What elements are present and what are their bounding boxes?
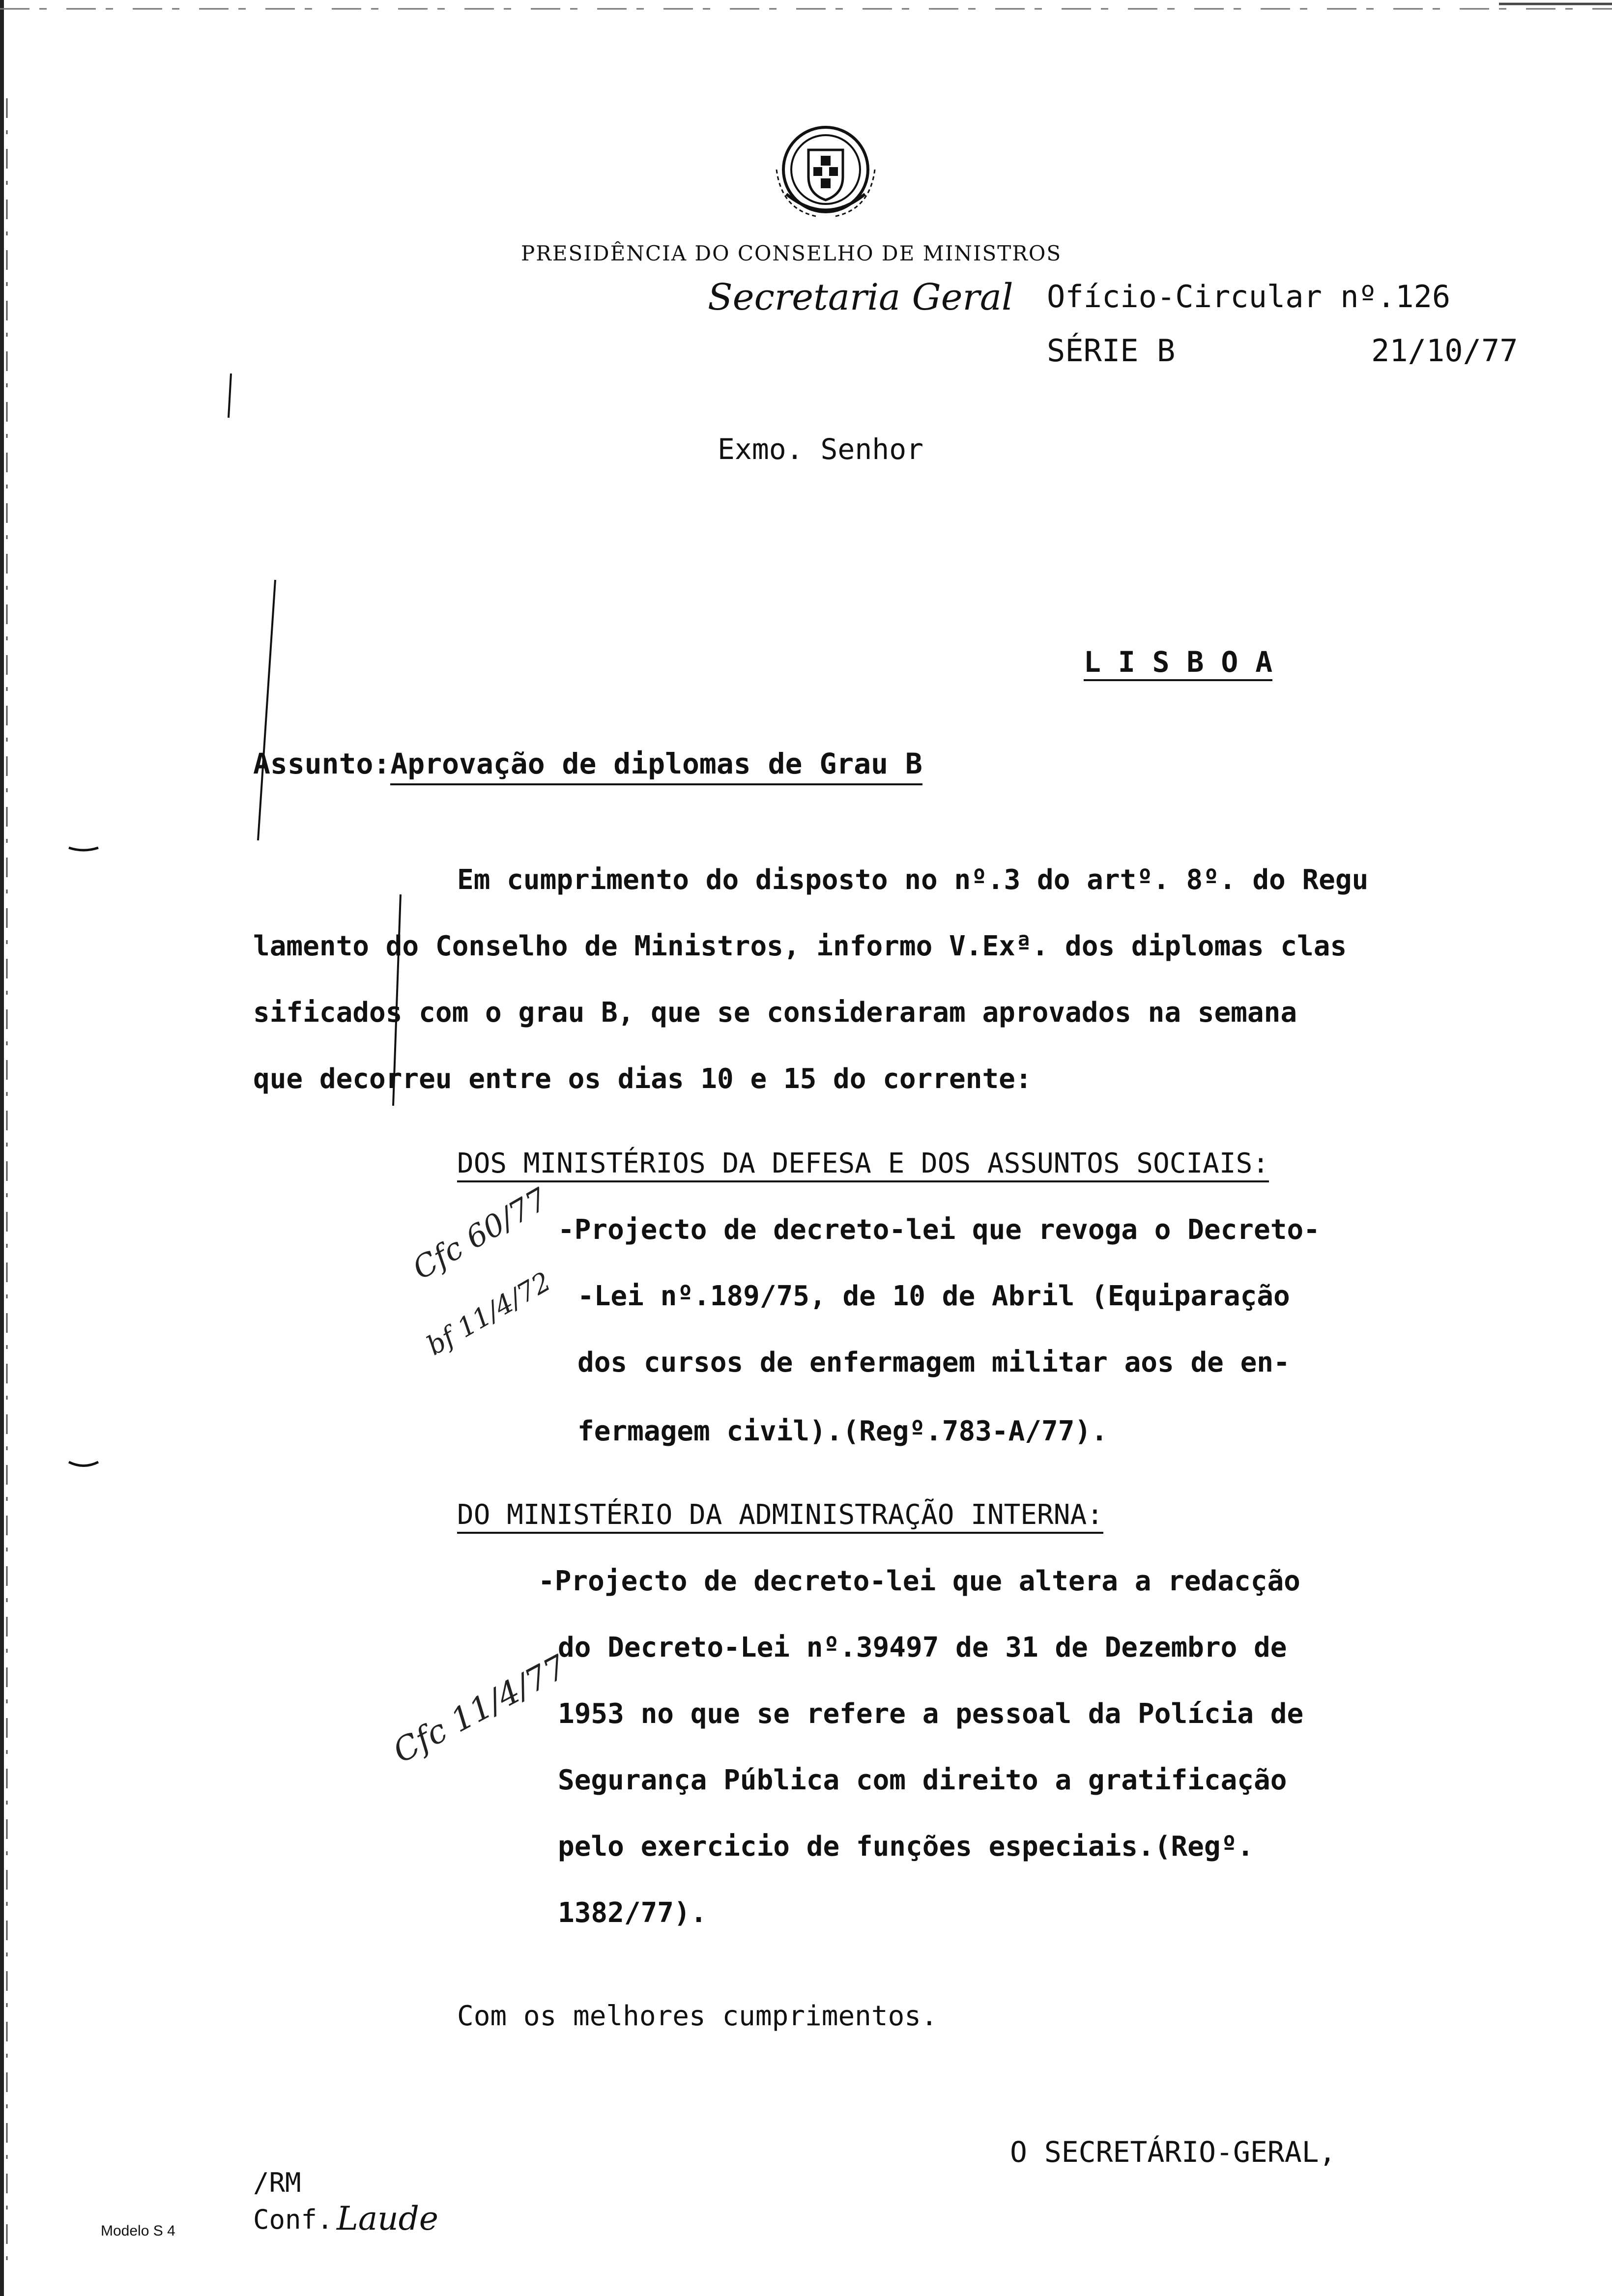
section-2-line-5: pelo exercicio de funções especiais.(Regº. (558, 1831, 1254, 1863)
section-2-line-3: 1953 no que se refere a pessoal da Polícia de (558, 1698, 1304, 1730)
letter-date: 21/10/77 (1371, 333, 1518, 369)
city-name: L I S B O A (1084, 648, 1272, 681)
form-model-label: Modelo S 4 (101, 2223, 175, 2239)
signatory-title: O SECRETÁRIO-GERAL, (1010, 2135, 1336, 2169)
subject-text: Aprovação de diplomas de Grau B (390, 747, 922, 785)
section-2-line-4: Segurança Pública com direito a gratificação (558, 1764, 1287, 1796)
section-2-line-1: -Projecto de decreto-lei que altera a redacção (538, 1565, 1300, 1597)
section-2-line-2: do Decreto-Lei nº.39497 de 31 de Dezembro de (558, 1632, 1287, 1664)
department-name: Secretaria Geral (708, 276, 1013, 318)
section-1-line-3: dos cursos de enfermagem militar aos de en- (577, 1347, 1290, 1378)
closing-greeting: Com os melhores cumprimentos. (457, 2000, 938, 2032)
section-1-line-2: -Lei nº.189/75, de 10 de Abril (Equiparação (577, 1280, 1290, 1312)
institution-name: PRESIDÊNCIA DO CONSELHO DE MINISTROS (521, 241, 1062, 265)
section-1-line-1: -Projecto de decreto-lei que revoga o Decreto- (558, 1214, 1320, 1246)
circular-number: Ofício-Circular nº.126 (1047, 279, 1451, 315)
body-line-2: lamento do Conselho de Ministros, informo V.Exª. dos diplomas clas (253, 930, 1347, 962)
body-line-4: que decorreu entre os dias 10 e 15 do corrente: (253, 1063, 1032, 1095)
conf-signature: Laude (337, 2200, 438, 2238)
handwritten-note-1: Cfc 60/77 (406, 1181, 554, 1287)
conf-label: Conf. (253, 2204, 333, 2235)
typist-initials: /RM (253, 2167, 301, 2198)
body-line-1: Em cumprimento do disposto no nº.3 do artº. 8º. do Regu (457, 864, 1369, 896)
body-line-3: sificados com o grau B, que se consideraram aprovados na semana (253, 997, 1297, 1029)
subject-label: Assunto: (253, 747, 391, 780)
series-label: SÉRIE B (1047, 333, 1176, 369)
salutation: Exmo. Senhor (718, 432, 924, 466)
section-1-heading: DOS MINISTÉRIOS DA DEFESA E DOS ASSUNTOS SOCIAIS: (457, 1150, 1269, 1182)
section-2-line-6: 1382/77). (558, 1897, 707, 1929)
handwritten-note-2: Cfc 11/4/77 (387, 1647, 573, 1771)
section-1-line-4: fermagem civil).(Regº.783-A/77). (577, 1415, 1108, 1447)
handwritten-note-1b: bf 11/4/72 (421, 1265, 556, 1362)
section-2-heading: DO MINISTÉRIO DA ADMINISTRAÇÃO INTERNA: (457, 1501, 1103, 1534)
